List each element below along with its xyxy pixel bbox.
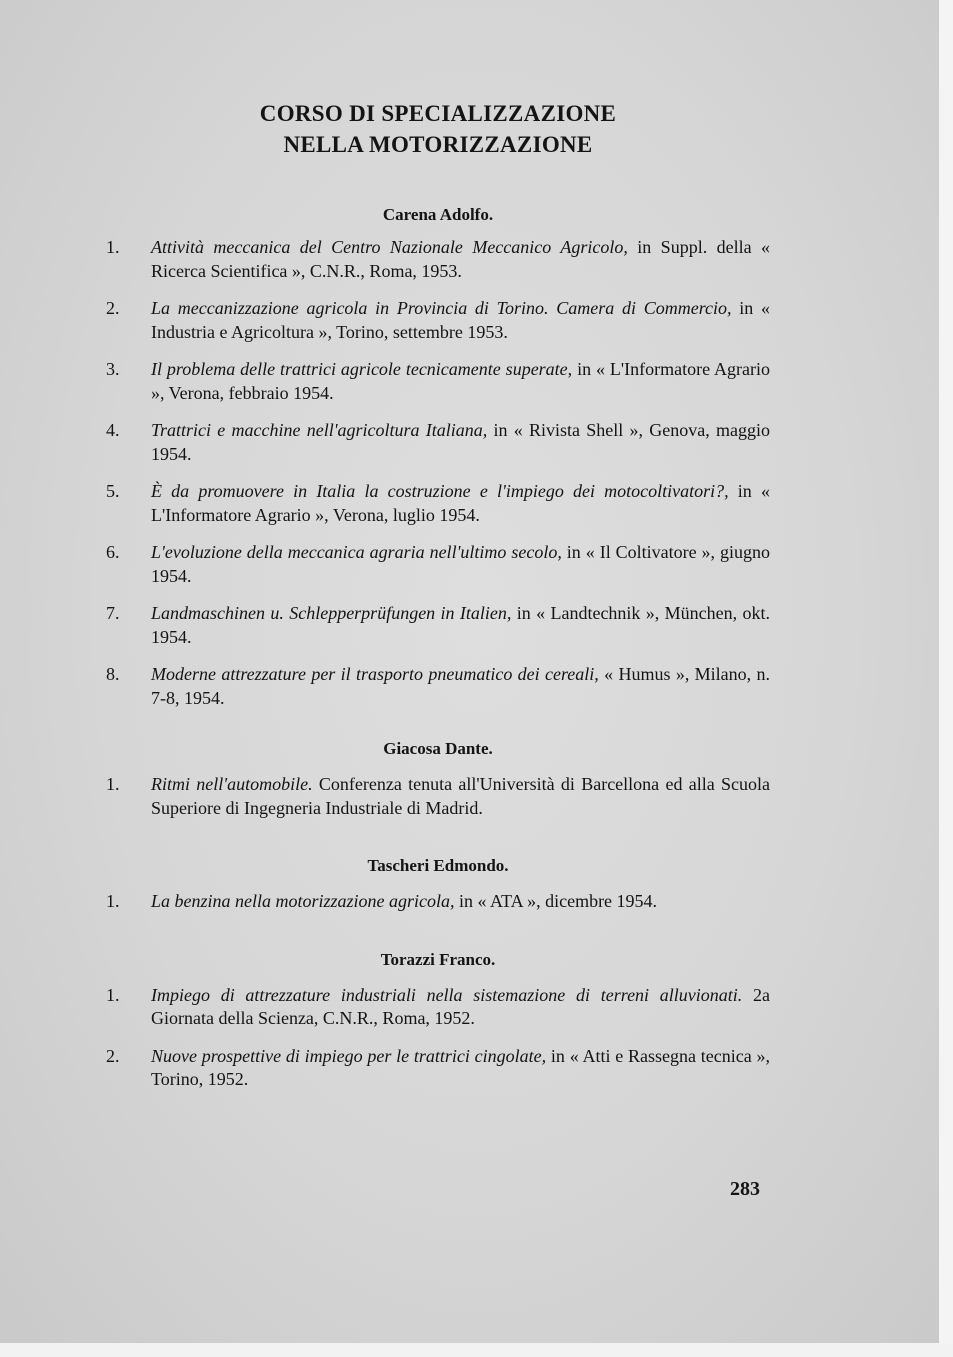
entry-number: 1. bbox=[106, 237, 120, 257]
bibliography-entry bbox=[106, 773, 770, 820]
bibliography-entry bbox=[106, 419, 770, 466]
bibliography-entry bbox=[106, 297, 770, 344]
entry-title: La meccanizzazione agricola in Provincia di Torino. Camera di Commercio, bbox=[151, 298, 732, 318]
entry-number: 7. bbox=[106, 603, 120, 623]
entry-details: in « Rivista Shell », Genova, maggio 1954. bbox=[151, 420, 770, 464]
page-title bbox=[106, 98, 770, 160]
page-number: 283 bbox=[730, 1178, 760, 1200]
entry-details: in « Landtechnik », München, okt. 1954. bbox=[151, 603, 770, 647]
entry-number: 3. bbox=[106, 359, 120, 379]
entry-title: L'evoluzione della meccanica agraria nell'ultimo secolo, bbox=[151, 542, 562, 562]
entry-number: 1. bbox=[106, 984, 120, 1005]
page-title-line-2: NELLA MOTORIZZAZIONE bbox=[283, 132, 593, 157]
entry-details: in Suppl. della « Ricerca Scientifica », C.N.R., Roma, 1953. bbox=[151, 237, 770, 281]
page-edge-bottom bbox=[0, 1343, 953, 1357]
entry-title: Trattrici e macchine nell'agricoltura Italiana, bbox=[151, 420, 488, 440]
bibliography-entry bbox=[106, 663, 770, 710]
entry-details: Conferenza tenuta all'Università di Barcellona ed alla Scuola Superiore di Ingegneria Industriale di Madrid. bbox=[151, 774, 770, 818]
entry-number: 6. bbox=[106, 542, 120, 562]
page-edge-right bbox=[939, 0, 953, 1357]
author-heading-giacosa: Giacosa Dante. bbox=[383, 739, 493, 758]
author-heading-torazzi: Torazzi Franco. bbox=[380, 949, 496, 969]
bibliography-entry bbox=[106, 1045, 770, 1092]
entry-title: Attività meccanica del Centro Nazionale Meccanico Agricolo, bbox=[151, 237, 628, 257]
entry-details: in « Industria e Agricoltura », Torino, settembre 1953. bbox=[151, 298, 770, 342]
entry-number: 1. bbox=[106, 891, 120, 911]
entry-number: 1. bbox=[106, 774, 120, 794]
entry-details: 2a Giornata della Scienza, C.N.R., Roma, 1952. bbox=[151, 984, 770, 1028]
entry-title: È da promuovere in Italia la costruzione e l'impiego dei motocoltivatori?, bbox=[151, 481, 729, 501]
page-title-line-1: CORSO DI SPECIALIZZAZIONE bbox=[259, 101, 617, 126]
entry-details: in « ATA », dicembre 1954. bbox=[454, 891, 658, 911]
entry-number: 4. bbox=[106, 420, 120, 440]
entry-title: Impiego di attrezzature industriali nella sistemazione di terreni alluvionati. bbox=[151, 984, 743, 1005]
entry-details: in « Atti e Rassegna tecnica », Torino, 1952. bbox=[151, 1045, 770, 1089]
bibliography-entry bbox=[106, 890, 770, 914]
author-heading-carena: Carena Adolfo. bbox=[382, 205, 494, 224]
entry-details: in « Il Coltivatore », giugno 1954. bbox=[151, 542, 771, 586]
entry-number: 5. bbox=[106, 481, 120, 501]
entry-title: Moderne attrezzature per il trasporto pneumatico dei cereali, bbox=[151, 664, 599, 684]
bibliography-entry bbox=[106, 480, 770, 527]
entry-number: 8. bbox=[106, 664, 120, 684]
entry-title: Ritmi nell'automobile. bbox=[151, 774, 313, 794]
entry-title: La benzina nella motorizzazione agricola, bbox=[151, 891, 455, 911]
entry-title: Nuove prospettive di impiego per le trattrici cingolate, bbox=[151, 1045, 547, 1066]
bibliography-entry bbox=[106, 358, 770, 405]
entry-details: in « L'Informatore Agrario », Verona, luglio 1954. bbox=[151, 481, 770, 525]
entry-details: « Humus », Milano, n. 7-8, 1954. bbox=[151, 664, 770, 708]
bibliography-entry bbox=[106, 541, 770, 588]
entry-number: 2. bbox=[106, 298, 120, 318]
entry-number: 2. bbox=[106, 1045, 120, 1066]
entry-title: Il problema delle trattrici agricole tecnicamente superate, bbox=[151, 359, 573, 379]
bibliography-entry bbox=[106, 984, 770, 1031]
author-heading-tascheri: Tascheri Edmondo. bbox=[367, 856, 509, 875]
entry-title: Landmaschinen u. Schlepperprüfungen in Italien, bbox=[151, 603, 512, 623]
bibliography-entry bbox=[106, 236, 770, 283]
bibliography-entry bbox=[106, 602, 770, 649]
entry-details: in « L'Informatore Agrario », Verona, febbraio 1954. bbox=[151, 359, 770, 403]
page-content bbox=[106, 98, 770, 1106]
